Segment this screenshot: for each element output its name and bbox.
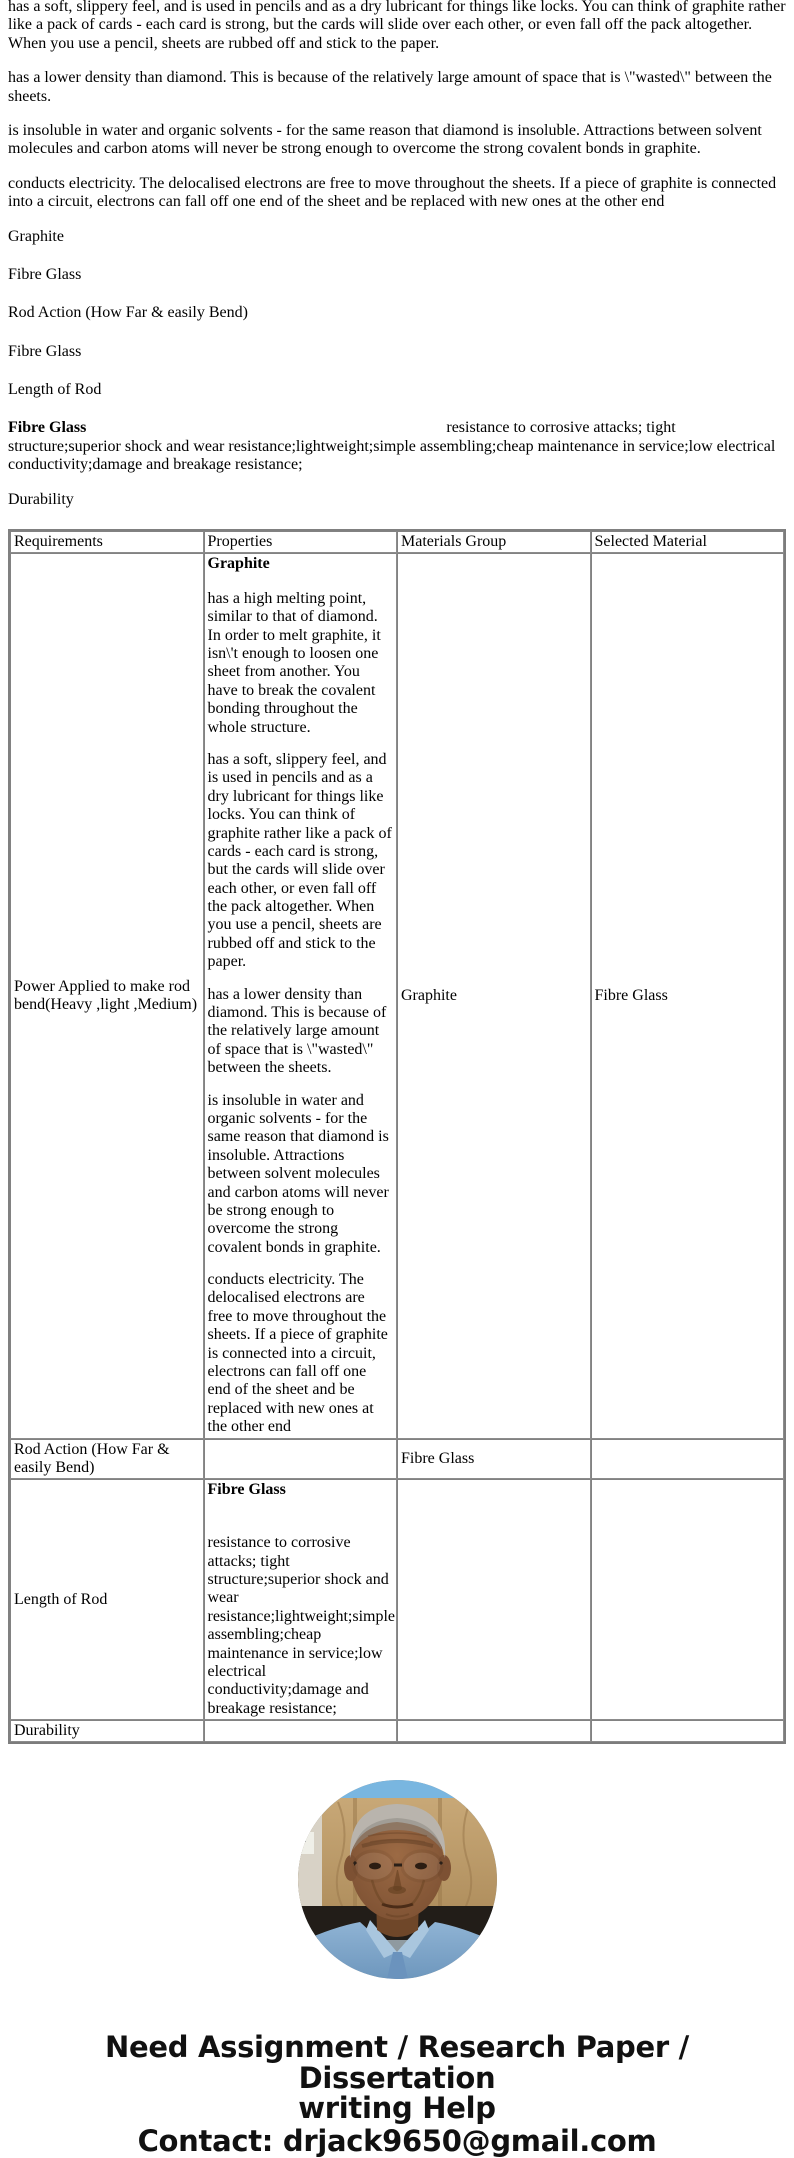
cell-requirement: Rod Action (How Far & easily Bend) <box>10 1439 204 1480</box>
properties-paragraph-text: resistance to corrosive attacks; tight structure;superior shock and wear resistance;lightweight;simple assembling;cheap maintenance in service;low electrical conductivity;damage and breakage resistance; <box>207 1534 396 1717</box>
list-item: Fibre Glass <box>8 342 82 360</box>
list-item: Fibre Glass <box>8 265 82 283</box>
properties-paragraph: is insoluble in water and organic solvents - for the same reason that diamond is insoluble. Attractions between solvent molecules and carbon atoms will never be strong enough to overcome the strong covalent bonds in graphite. <box>207 1091 389 1256</box>
promo-line-2: writing Help <box>298 2091 496 2126</box>
intro-paragraph: has a soft, slippery feel, and is used in pencils and as a dry lubricant for things like locks. You can think of graphite rather like a pack of cards - each card is strong, but the cards will slide over each other, or even fall off the pack altogether. When you use a pencil, sheets are rubbed off and stick to the paper. <box>8 0 786 52</box>
cell-requirement: Durability <box>10 1720 204 1742</box>
cell-requirement: Length of Rod <box>10 1479 204 1720</box>
intro-paragraph: conducts electricity. The delocalised electrons are free to move throughout the sheets. If a piece of graphite is connected into a circuit, electrons can fall off one end of the sheet and be replaced with new ones at the other end <box>8 174 777 211</box>
cell-materials-group: Graphite <box>397 553 591 1438</box>
intro-prose <box>8 0 786 212</box>
cell-selected-material <box>591 1720 785 1742</box>
promo-line-3: Contact: drjack9650@gmail.com <box>137 2123 657 2158</box>
cell-properties <box>204 1439 398 1480</box>
portrait-photo-icon <box>298 1780 497 1979</box>
fibre-glass-block <box>8 419 786 474</box>
loose-list <box>8 228 786 400</box>
cell-selected-material <box>591 1479 785 1720</box>
list-item: Graphite <box>8 227 64 245</box>
column-header-selected-material: Selected Material <box>591 531 785 553</box>
cell-selected-material <box>591 1439 785 1480</box>
cell-requirement: Power Applied to make rod bend(Heavy ,light ,Medium) <box>10 553 204 1438</box>
cell-materials-group <box>397 1479 591 1720</box>
portrait-photo-block <box>8 1780 786 1984</box>
cell-materials-group: Fibre Glass <box>397 1439 591 1480</box>
properties-paragraph: has a lower density than diamond. This is because of the relatively large amount of space that is \"wasted\" between the sheets. <box>207 985 387 1077</box>
column-header-materials-group: Materials Group <box>397 531 591 553</box>
column-header-properties: Properties <box>204 531 398 553</box>
intro-paragraph: is insoluble in water and organic solvents - for the same reason that diamond is insoluble. Attractions between solvent molecules and carbon atoms will never be strong enough to overcome the strong covalent bonds in graphite. <box>8 121 762 158</box>
list-item: Rod Action (How Far & easily Bend) <box>8 304 248 322</box>
table-body <box>10 553 784 1742</box>
list-item: Length of Rod <box>8 381 102 399</box>
fibre-glass-body: resistance to corrosive attacks; tight structure;superior shock and wear resistance;lightweight;simple assembling;cheap maintenance in service;low electrical conductivity;damage and breakage resistance; <box>8 419 776 474</box>
properties-title: Fibre Glass <box>207 1481 286 1499</box>
column-header-requirements: Requirements <box>10 531 204 553</box>
properties-paragraph: conducts electricity. The delocalised electrons are free to move throughout the sheets. If a piece of graphite is connected into a circuit, electrons can fall off one end of the sheet and be replaced with new ones at the other end <box>207 1271 388 1436</box>
table-head <box>10 531 784 553</box>
properties-paragraph <box>208 1516 394 1718</box>
cell-selected-material: Fibre Glass <box>591 553 785 1438</box>
avatar <box>298 1780 497 1979</box>
cell-properties <box>204 1479 398 1720</box>
table-row <box>10 1720 784 1742</box>
promo-footer <box>8 2032 786 2156</box>
cell-properties <box>204 553 398 1438</box>
intro-paragraph: has a lower density than diamond. This is because of the relatively large amount of space that is \"wasted\" between the sheets. <box>8 69 772 105</box>
cell-properties <box>204 1720 398 1742</box>
cell-materials-group <box>397 1720 591 1742</box>
properties-paragraph: has a soft, slippery feel, and is used in pencils and as a dry lubricant for things like locks. You can think of graphite rather like a pack of cards - each card is strong, but the cards will slide over each other, or even fall off the pack altogether. When you use a pencil, sheets are rubbed off and stick to the paper. <box>207 750 392 971</box>
promo-line-1: Need Assignment / Research Paper / Dissertation <box>105 2030 689 2095</box>
properties-paragraph: has a high melting point, similar to that of diamond. In order to melt graphite, it isn\'t enough to loosen one sheet from another. You have to break the covalent bonding throughout the whole structure. <box>207 589 381 736</box>
durability-label: Durability <box>8 490 74 508</box>
table-header-row <box>10 531 784 553</box>
table-row <box>10 1439 784 1480</box>
properties-title: Graphite <box>207 555 270 573</box>
fibre-glass-heading: Fibre Glass <box>8 419 87 437</box>
table-row <box>10 553 784 1438</box>
table-row <box>10 1479 784 1720</box>
material-selection-table <box>8 529 786 1744</box>
